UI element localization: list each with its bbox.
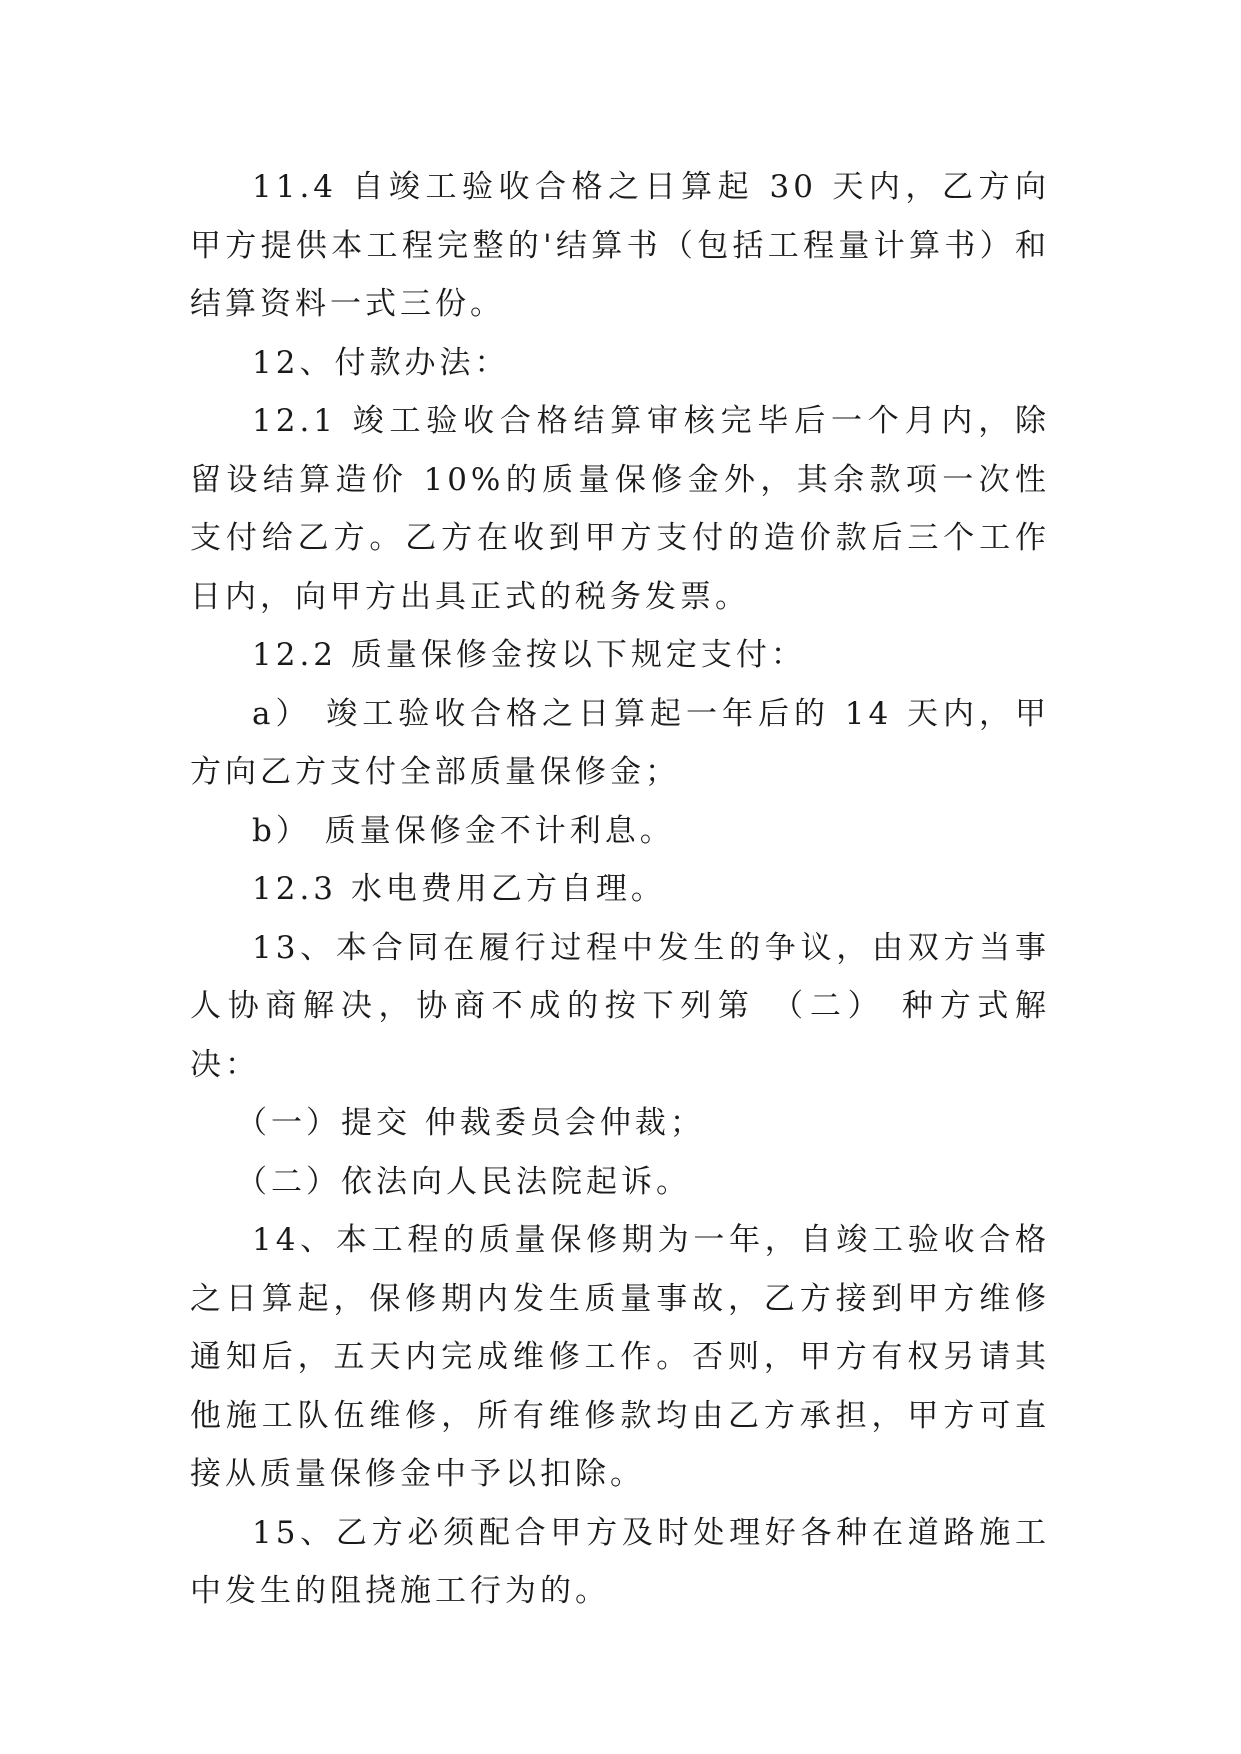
clause-12-2: 12.2 质量保修金按以下规定支付： (252, 637, 806, 673)
clause-11-4: 11.4 自竣工验收合格之日算起 30 天内，乙方向甲方提供本工程完整的'结算书（包括工程量计算书）和结算资料一式三份。 (190, 169, 1050, 322)
contract-body (190, 158, 1050, 1621)
clause-13-option-2: （二）依法向人民法院起诉。 (236, 1163, 691, 1200)
clause-12-heading: 12、付款办法： (252, 344, 510, 381)
clause-12-2-b: b） 质量保修金不计利息。 (252, 812, 675, 849)
clause-15: 15、乙方必须配合甲方及时处理好各种在道路施工中发生的阻挠施工行为的。 (190, 1514, 1050, 1609)
clause-13: 13、本合同在履行过程中发生的争议，由双方当事人协商解决，协商不成的按下列第 （二） 种方式解决： (190, 929, 1050, 1083)
clause-13-option-1: （一）提交 仲裁委员会仲裁； (236, 1105, 705, 1141)
clause-12-3: 12.3 水电费用乙方自理。 (252, 871, 666, 907)
clause-12-1: 12.1 竣工验收合格结算审核完毕后一个月内，除留设结算造价 10%的质量保修金外，其余款项一次性支付给乙方。乙方在收到甲方支付的造价款后三个工作日内，向甲方出具正式的税务发票。 (190, 403, 1050, 615)
clause-14: 14、本工程的质量保修期为一年，自竣工验收合格之日算起，保修期内发生质量事故，乙方接到甲方维修通知后，五天内完成维修工作。否则，甲方有权另请其他施工队伍维修，所有维修款均由乙方承担，甲方可直接从质量保修金中予以扣除。 (190, 1222, 1050, 1492)
clause-12-2-a: a） 竣工验收合格之日算起一年后的 14 天内，甲方向乙方支付全部质量保修金； (190, 695, 1050, 790)
